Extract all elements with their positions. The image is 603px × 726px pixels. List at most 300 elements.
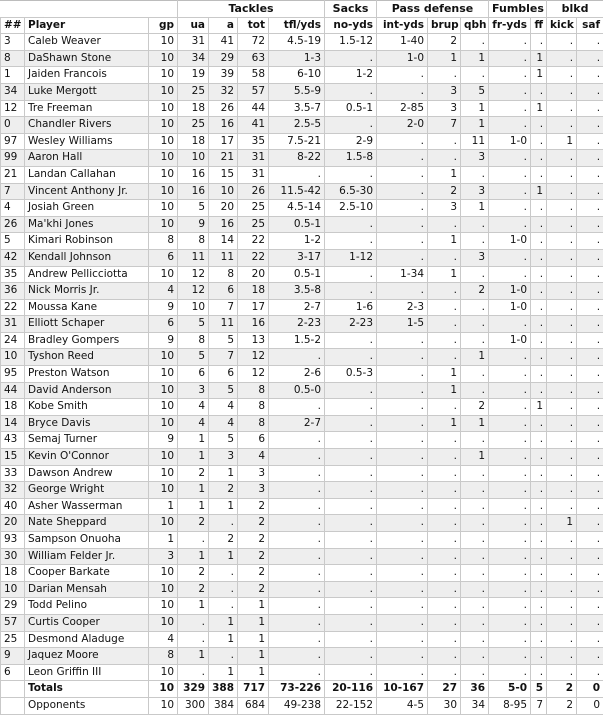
table-row <box>1 565 603 582</box>
cell-ua: 11 <box>178 249 209 266</box>
totals-cell-ff: 5 <box>531 681 547 698</box>
cell-fr-yds: . <box>489 498 531 515</box>
cell-ff: . <box>531 382 547 399</box>
cell-number: 3 <box>1 34 25 51</box>
cell-sacks-no-yds: . <box>325 432 377 449</box>
cell-player: Sampson Onuoha <box>25 532 149 549</box>
cell-qbh: 2 <box>461 283 489 300</box>
cell-kick: . <box>547 249 577 266</box>
cell-gp: 10 <box>149 614 178 631</box>
cell-tfl-yds: . <box>269 166 325 183</box>
cell-ff: 1 <box>531 399 547 416</box>
cell-tfl-yds: 4.5-19 <box>269 34 325 51</box>
cell-kick: . <box>547 482 577 499</box>
cell-saf: . <box>577 382 603 399</box>
cell-ua: 1 <box>178 449 209 466</box>
table-row <box>1 100 603 117</box>
opponents-cell-qbh: 34 <box>461 697 489 714</box>
cell-number: 22 <box>1 299 25 316</box>
cell-qbh: 1 <box>461 449 489 466</box>
cell-qbh: . <box>461 532 489 549</box>
cell-player: Wesley Williams <box>25 133 149 150</box>
cell-int-yds: . <box>377 598 428 615</box>
cell-brup: . <box>428 349 461 366</box>
cell-number: 43 <box>1 432 25 449</box>
table-header <box>1 1 603 34</box>
cell-tot: 2 <box>238 515 269 532</box>
cell-tot: 22 <box>238 249 269 266</box>
opponents-cell-tfl-yds: 49-238 <box>269 697 325 714</box>
cell-brup: . <box>428 316 461 333</box>
cell-saf: . <box>577 515 603 532</box>
cell-tfl-yds: 11.5-42 <box>269 183 325 200</box>
cell-number: 44 <box>1 382 25 399</box>
table-row <box>1 332 603 349</box>
cell-number: 18 <box>1 565 25 582</box>
cell-gp: 8 <box>149 648 178 665</box>
cell-int-yds: . <box>377 216 428 233</box>
cell-ua: 5 <box>178 316 209 333</box>
cell-player: Andrew Pellicciotta <box>25 266 149 283</box>
cell-qbh: . <box>461 366 489 383</box>
table-row <box>1 266 603 283</box>
cell-a: 11 <box>209 316 238 333</box>
cell-fr-yds: 1-0 <box>489 332 531 349</box>
table-row <box>1 515 603 532</box>
cell-a: 7 <box>209 299 238 316</box>
table-row <box>1 548 603 565</box>
table-row <box>1 532 603 549</box>
cell-player: Kobe Smith <box>25 399 149 416</box>
cell-fr-yds: . <box>489 349 531 366</box>
cell-fr-yds: . <box>489 415 531 432</box>
cell-fr-yds: . <box>489 183 531 200</box>
cell-gp: 10 <box>149 415 178 432</box>
cell-sacks-no-yds: . <box>325 332 377 349</box>
cell-brup: . <box>428 216 461 233</box>
cell-fr-yds: . <box>489 465 531 482</box>
cell-gp: 8 <box>149 233 178 250</box>
totals-cell-kick: 2 <box>547 681 577 698</box>
cell-ff: 1 <box>531 67 547 84</box>
cell-tot: 2 <box>238 532 269 549</box>
cell-int-yds: . <box>377 382 428 399</box>
column-header-int-yds: int-yds <box>377 17 428 34</box>
cell-tot: 41 <box>238 117 269 134</box>
cell-player: Vincent Anthony Jr. <box>25 183 149 200</box>
totals-cell-saf: 0 <box>577 681 603 698</box>
cell-tfl-yds: 1.5-2 <box>269 332 325 349</box>
cell-saf: . <box>577 598 603 615</box>
cell-kick: . <box>547 233 577 250</box>
cell-player: George Wright <box>25 482 149 499</box>
cell-number: 36 <box>1 283 25 300</box>
cell-tfl-yds: 0.5-0 <box>269 382 325 399</box>
cell-saf: . <box>577 316 603 333</box>
cell-saf: . <box>577 548 603 565</box>
cell-ua: 31 <box>178 34 209 51</box>
cell-int-yds: . <box>377 283 428 300</box>
cell-player: Josiah Green <box>25 200 149 217</box>
cell-gp: 10 <box>149 449 178 466</box>
table-row <box>1 50 603 67</box>
cell-number: 33 <box>1 465 25 482</box>
cell-gp: 10 <box>149 382 178 399</box>
cell-brup: 1 <box>428 366 461 383</box>
cell-saf: . <box>577 366 603 383</box>
cell-tot: 8 <box>238 415 269 432</box>
cell-int-yds: . <box>377 200 428 217</box>
cell-kick: . <box>547 648 577 665</box>
cell-sacks-no-yds: 1-6 <box>325 299 377 316</box>
cell-ff: . <box>531 432 547 449</box>
cell-ua: 25 <box>178 117 209 134</box>
cell-ua: 1 <box>178 548 209 565</box>
cell-int-yds: . <box>377 581 428 598</box>
cell-player: Kendall Johnson <box>25 249 149 266</box>
cell-qbh: . <box>461 498 489 515</box>
table-row <box>1 399 603 416</box>
cell-sacks-no-yds: . <box>325 382 377 399</box>
cell-ua: 12 <box>178 266 209 283</box>
cell-sacks-no-yds: . <box>325 266 377 283</box>
cell-fr-yds: . <box>489 532 531 549</box>
cell-fr-yds: . <box>489 548 531 565</box>
cell-brup: . <box>428 664 461 681</box>
cell-number: 5 <box>1 233 25 250</box>
cell-ua: . <box>178 664 209 681</box>
cell-kick: . <box>547 216 577 233</box>
cell-gp: 10 <box>149 166 178 183</box>
cell-brup: . <box>428 614 461 631</box>
cell-player: Nate Sheppard <box>25 515 149 532</box>
cell-tfl-yds: 3.5-7 <box>269 100 325 117</box>
totals-row <box>1 681 603 698</box>
cell-player: Aaron Hall <box>25 150 149 167</box>
cell-sacks-no-yds: 1-12 <box>325 249 377 266</box>
cell-qbh: 1 <box>461 349 489 366</box>
table-row <box>1 200 603 217</box>
table-row <box>1 299 603 316</box>
cell-fr-yds: . <box>489 83 531 100</box>
cell-tot: 8 <box>238 399 269 416</box>
cell-fr-yds: . <box>489 67 531 84</box>
cell-gp: 4 <box>149 283 178 300</box>
cell-ff: . <box>531 34 547 51</box>
cell-number: 10 <box>1 581 25 598</box>
cell-tot: 1 <box>238 664 269 681</box>
table-row <box>1 249 603 266</box>
cell-gp: 1 <box>149 498 178 515</box>
cell-tfl-yds: 1-2 <box>269 233 325 250</box>
cell-tot: 12 <box>238 366 269 383</box>
cell-fr-yds: . <box>489 598 531 615</box>
cell-ff: . <box>531 648 547 665</box>
cell-ff: . <box>531 482 547 499</box>
cell-fr-yds: . <box>489 117 531 134</box>
cell-a: . <box>209 648 238 665</box>
cell-a: 1 <box>209 614 238 631</box>
cell-kick: . <box>547 349 577 366</box>
cell-qbh: . <box>461 382 489 399</box>
cell-sacks-no-yds: 0.5-3 <box>325 366 377 383</box>
cell-tot: 26 <box>238 183 269 200</box>
cell-ua: . <box>178 532 209 549</box>
cell-number: 97 <box>1 133 25 150</box>
cell-player: Bradley Gompers <box>25 332 149 349</box>
cell-a: 32 <box>209 83 238 100</box>
cell-brup: . <box>428 432 461 449</box>
cell-gp: 10 <box>149 366 178 383</box>
cell-gp: 10 <box>149 200 178 217</box>
cell-sacks-no-yds: . <box>325 598 377 615</box>
cell-tfl-yds: . <box>269 614 325 631</box>
cell-fr-yds: . <box>489 200 531 217</box>
cell-ff: . <box>531 266 547 283</box>
cell-tfl-yds: . <box>269 465 325 482</box>
column-header-brup: brup <box>428 17 461 34</box>
cell-sacks-no-yds: 1-2 <box>325 67 377 84</box>
cell-ua: 19 <box>178 67 209 84</box>
cell-qbh: 3 <box>461 249 489 266</box>
table-row <box>1 67 603 84</box>
cell-tot: 25 <box>238 216 269 233</box>
cell-saf: . <box>577 299 603 316</box>
cell-number: 30 <box>1 548 25 565</box>
cell-tfl-yds: 8-22 <box>269 150 325 167</box>
cell-sacks-no-yds: . <box>325 83 377 100</box>
cell-ua: 8 <box>178 332 209 349</box>
column-header-sacks-no-yds: no-yds <box>325 17 377 34</box>
cell-a: 21 <box>209 150 238 167</box>
cell-player: Nick Morris Jr. <box>25 283 149 300</box>
cell-sacks-no-yds: . <box>325 548 377 565</box>
cell-saf: . <box>577 216 603 233</box>
cell-player: Curtis Cooper <box>25 614 149 631</box>
totals-cell-number <box>1 681 25 698</box>
cell-kick: . <box>547 399 577 416</box>
cell-gp: 6 <box>149 249 178 266</box>
cell-kick: . <box>547 614 577 631</box>
cell-tfl-yds: . <box>269 598 325 615</box>
cell-a: 4 <box>209 415 238 432</box>
column-header-row <box>1 17 603 34</box>
cell-gp: 10 <box>149 183 178 200</box>
cell-tfl-yds: . <box>269 432 325 449</box>
cell-qbh: . <box>461 648 489 665</box>
cell-saf: . <box>577 465 603 482</box>
column-header-kick: kick <box>547 17 577 34</box>
cell-a: 1 <box>209 548 238 565</box>
cell-fr-yds: . <box>489 50 531 67</box>
cell-tot: 8 <box>238 382 269 399</box>
cell-brup: . <box>428 150 461 167</box>
cell-int-yds: 1-0 <box>377 50 428 67</box>
cell-player: Elliott Schaper <box>25 316 149 333</box>
cell-kick: . <box>547 100 577 117</box>
cell-tot: 12 <box>238 349 269 366</box>
cell-kick: . <box>547 50 577 67</box>
cell-tfl-yds: 0.5-1 <box>269 216 325 233</box>
column-header-player: Player <box>25 17 149 34</box>
cell-a: 20 <box>209 200 238 217</box>
cell-tfl-yds: 2-7 <box>269 299 325 316</box>
cell-brup: 1 <box>428 382 461 399</box>
opponents-cell-ff: 7 <box>531 697 547 714</box>
cell-number: 95 <box>1 366 25 383</box>
cell-ua: 1 <box>178 648 209 665</box>
cell-fr-yds: . <box>489 249 531 266</box>
cell-int-yds: . <box>377 631 428 648</box>
cell-brup: . <box>428 482 461 499</box>
cell-ff: . <box>531 614 547 631</box>
cell-int-yds: 1-34 <box>377 266 428 283</box>
cell-qbh: 3 <box>461 150 489 167</box>
cell-int-yds: . <box>377 498 428 515</box>
column-group-row <box>1 1 603 18</box>
cell-ua: 2 <box>178 465 209 482</box>
cell-saf: . <box>577 581 603 598</box>
cell-tfl-yds: . <box>269 631 325 648</box>
cell-a: 26 <box>209 100 238 117</box>
cell-brup: . <box>428 283 461 300</box>
cell-ff: . <box>531 233 547 250</box>
cell-gp: 4 <box>149 631 178 648</box>
cell-kick: . <box>547 598 577 615</box>
cell-tot: 35 <box>238 133 269 150</box>
cell-qbh: 3 <box>461 183 489 200</box>
cell-ff: . <box>531 316 547 333</box>
cell-int-yds: 2-0 <box>377 117 428 134</box>
cell-player: Darian Mensah <box>25 581 149 598</box>
cell-number: 1 <box>1 67 25 84</box>
cell-number: 26 <box>1 216 25 233</box>
cell-ff: . <box>531 465 547 482</box>
cell-fr-yds: . <box>489 664 531 681</box>
cell-sacks-no-yds: . <box>325 664 377 681</box>
cell-kick: . <box>547 382 577 399</box>
column-header-qbh: qbh <box>461 17 489 34</box>
cell-sacks-no-yds: . <box>325 216 377 233</box>
cell-ua: 4 <box>178 399 209 416</box>
cell-a: 1 <box>209 664 238 681</box>
cell-int-yds: . <box>377 449 428 466</box>
cell-ua: 12 <box>178 283 209 300</box>
cell-tot: 58 <box>238 67 269 84</box>
cell-player: Leon Griffin III <box>25 664 149 681</box>
cell-int-yds: 1-40 <box>377 34 428 51</box>
cell-ff: . <box>531 117 547 134</box>
cell-fr-yds: . <box>489 216 531 233</box>
cell-player: Chandler Rivers <box>25 117 149 134</box>
cell-tot: 17 <box>238 299 269 316</box>
cell-qbh: 1 <box>461 117 489 134</box>
cell-saf: . <box>577 117 603 134</box>
cell-kick: . <box>547 266 577 283</box>
cell-gp: 10 <box>149 482 178 499</box>
cell-ua: 9 <box>178 216 209 233</box>
table-row <box>1 183 603 200</box>
cell-sacks-no-yds: . <box>325 233 377 250</box>
cell-brup: 1 <box>428 50 461 67</box>
cell-tfl-yds: . <box>269 449 325 466</box>
cell-number: 35 <box>1 266 25 283</box>
cell-player: Semaj Turner <box>25 432 149 449</box>
cell-tot: 31 <box>238 150 269 167</box>
cell-qbh: . <box>461 614 489 631</box>
opponents-cell-brup: 30 <box>428 697 461 714</box>
cell-tot: 2 <box>238 498 269 515</box>
cell-saf: . <box>577 249 603 266</box>
cell-fr-yds: . <box>489 648 531 665</box>
cell-ua: 1 <box>178 598 209 615</box>
cell-ua: 5 <box>178 200 209 217</box>
cell-player: Caleb Weaver <box>25 34 149 51</box>
cell-gp: 10 <box>149 266 178 283</box>
cell-number: 93 <box>1 532 25 549</box>
cell-sacks-no-yds: . <box>325 581 377 598</box>
cell-fr-yds: . <box>489 614 531 631</box>
cell-kick: . <box>547 117 577 134</box>
cell-kick: . <box>547 465 577 482</box>
cell-brup: 3 <box>428 83 461 100</box>
cell-sacks-no-yds: . <box>325 648 377 665</box>
table-row <box>1 614 603 631</box>
table-row <box>1 133 603 150</box>
table-row <box>1 498 603 515</box>
cell-fr-yds: 1-0 <box>489 133 531 150</box>
group-header-blkd: blkd <box>547 1 603 18</box>
cell-brup: . <box>428 399 461 416</box>
cell-ff: . <box>531 581 547 598</box>
cell-saf: . <box>577 482 603 499</box>
cell-tot: 2 <box>238 548 269 565</box>
cell-ua: 34 <box>178 50 209 67</box>
table-row <box>1 482 603 499</box>
cell-saf: . <box>577 100 603 117</box>
cell-saf: . <box>577 50 603 67</box>
table-row <box>1 415 603 432</box>
cell-tot: 1 <box>238 648 269 665</box>
cell-saf: . <box>577 233 603 250</box>
cell-tfl-yds: . <box>269 664 325 681</box>
cell-gp: 10 <box>149 515 178 532</box>
cell-int-yds: . <box>377 415 428 432</box>
cell-int-yds: . <box>377 332 428 349</box>
cell-saf: . <box>577 166 603 183</box>
cell-number: 15 <box>1 449 25 466</box>
cell-int-yds: . <box>377 133 428 150</box>
cell-brup: 2 <box>428 183 461 200</box>
cell-number: 32 <box>1 482 25 499</box>
cell-player: Kevin O'Connor <box>25 449 149 466</box>
totals-cell-ua: 329 <box>178 681 209 698</box>
cell-player: Jaiden Francois <box>25 67 149 84</box>
cell-brup: 3 <box>428 200 461 217</box>
opponents-cell-int-yds: 4-5 <box>377 697 428 714</box>
cell-tfl-yds: . <box>269 482 325 499</box>
table-row <box>1 216 603 233</box>
opponents-cell-a: 384 <box>209 697 238 714</box>
cell-kick: . <box>547 332 577 349</box>
cell-gp: 10 <box>149 50 178 67</box>
cell-fr-yds: . <box>489 166 531 183</box>
player-rows <box>1 34 603 681</box>
cell-number: 4 <box>1 200 25 217</box>
cell-sacks-no-yds: . <box>325 465 377 482</box>
cell-kick: . <box>547 67 577 84</box>
cell-int-yds: . <box>377 233 428 250</box>
